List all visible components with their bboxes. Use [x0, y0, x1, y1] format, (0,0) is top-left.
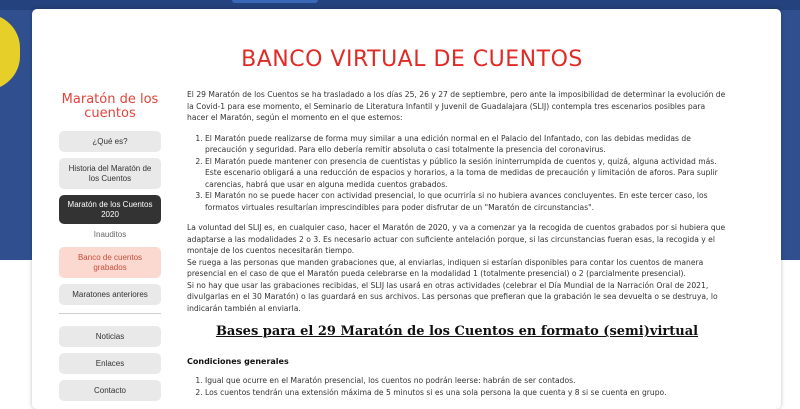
main-panel [32, 9, 781, 409]
ruego-paragraph: Se ruega a las personas que manden grabaciones que, al enviarlas, indiquen si estarían disponibles para contar los cuentos de manera presencial en el caso de que el Maratón pueda celebrarse en la modalidad 1 (totalmente presencial) o 2 (parcialmente presencial). [187, 257, 704, 278]
nav-maraton-2020[interactable]: Maratón de los Cuentos 2020 [59, 195, 161, 224]
voluntad-paragraph: La voluntad del SLIJ es, en cualquier caso, hacer el Maratón de 2020, y va a comenzar ya la recogida de cuentos grabados por si hubiera que adaptarse a las modalidades 2 o 3. Es necesario actuar con suficiente antelación porque, si las circunstancias fueran esas, la recogida y el montaje de los cuentos necesitarán tiempo. [187, 223, 726, 255]
conditions-heading: Condiciones generales [187, 356, 289, 366]
scenarios-list [187, 133, 727, 214]
nav-contacto[interactable]: Contacto [59, 380, 161, 401]
nav-noticias[interactable]: Noticias [59, 326, 161, 347]
scenario-item: 2. El Maratón puede mantener con presencia de cuentistas y público la sesión ininterrumpida de cuentos y, quizá, alguna actividad más. Este escenario obligará a una reducción de espacios y horarios, a la toma de medidas de precaución y limitación de aforos. Para suplir carencias, habrá que usar en alguna medida cuentos grabados. [205, 156, 727, 191]
top-tab-indicator[interactable] [232, 0, 318, 3]
article-content [187, 89, 727, 398]
nav-banco-cuentos[interactable]: Banco de cuentos grabados [59, 247, 161, 278]
conditions-list [187, 375, 727, 398]
scenario-item: 3. El Maratón no se puede hacer con actividad presencial, lo que ocurriría si no hubiera avances concluyentes. En este tercer caso, los formatos virtuales resultarían imprescindibles para poder disfrutar de un "Maratón de circunstancias". [205, 190, 727, 213]
bases-heading: Bases para el 29 Maratón de los Cuentos en formato (semi)virtual [215, 324, 699, 339]
sidebar-title: Maratón de los cuentos [61, 92, 159, 121]
nav-maratones-anteriores[interactable]: Maratones anteriores [59, 284, 161, 305]
nav-historia[interactable]: Historia del Maratón de los Cuentos [59, 158, 161, 189]
page-title: BANCO VIRTUAL DE CUENTOS [241, 47, 583, 72]
nav-que-es[interactable]: ¿Qué es? [59, 131, 161, 152]
condition-item: 1. Igual que ocurre en el Maratón presencial, los cuentos no podrán leerse: habrán de ser contados. [205, 375, 727, 387]
archive-paragraph: Si no hay que usar las grabaciones recibidas, el SLIJ las usará en otras actividades (celebrar el Día Mundial de la Narración Oral de 2021, divulgarlas en el 30 Maratón) o las guardará en sus archivos. Las personas que prefieran que la grabación le sea devuelta o se destruya, lo indicarán también al enviarla. [187, 280, 718, 313]
sidebar-divider [59, 313, 161, 314]
nav-enlaces[interactable]: Enlaces [59, 353, 161, 374]
nav-inauditos[interactable]: Inauditos [93, 230, 127, 239]
scenario-item: 1. El Maratón puede realizarse de forma muy similar a una edición normal en el Palacio del Infantado, con las debidas medidas de precaución y seguridad. Para ello debería remitir absoluta o casi totalmente la presencia del coronavirus. [205, 133, 727, 156]
intro-paragraph: El 29 Maratón de los Cuentos se ha trasladado a los días 25, 26 y 27 de septiembre, pero ante la imposibilidad de determinar la evolución de la Covid-1 para ese momento, el Seminario de Literatura Infantil y Juvenil de Guadalajara (SLIJ) contempla tres escenarios posibles para hacer el Maratón, según el momento en el que estemos: [187, 90, 726, 122]
sidebar [59, 93, 161, 407]
condition-item: 2. Los cuentos tendrán una extensión máxima de 5 minutos si es una sola persona la que cuenta y 8 si se cuenta en grupo. [205, 387, 727, 399]
